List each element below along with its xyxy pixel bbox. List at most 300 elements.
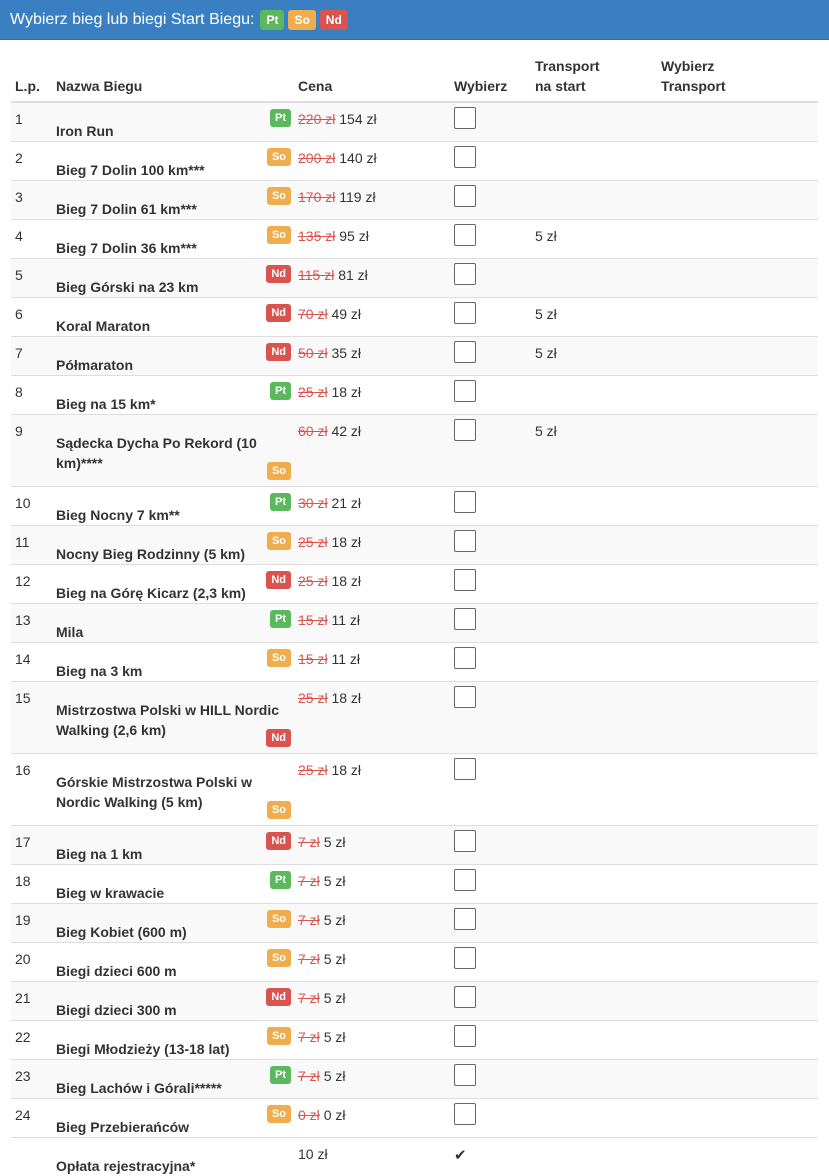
table-row bbox=[11, 643, 818, 682]
select-checkbox[interactable] bbox=[454, 758, 476, 780]
check-icon: ✔ bbox=[454, 1147, 467, 1164]
fee-name: Opłata rejestracyjna* bbox=[56, 1156, 294, 1176]
row-price bbox=[294, 415, 450, 487]
row-price bbox=[294, 904, 450, 943]
row-lp: 10 bbox=[11, 487, 52, 526]
row-select-transport bbox=[657, 487, 818, 526]
old-price: 115 zł bbox=[298, 267, 334, 283]
row-lp: 20 bbox=[11, 943, 52, 982]
row-price bbox=[294, 754, 450, 826]
row-transport bbox=[531, 526, 657, 565]
new-price: 5 zł bbox=[324, 951, 346, 967]
run-name: Biegi dzieci 300 m bbox=[56, 1000, 294, 1020]
run-name: Bieg w krawacie bbox=[56, 883, 294, 903]
row-select-transport bbox=[657, 415, 818, 487]
row-price bbox=[294, 526, 450, 565]
row-select-transport bbox=[657, 181, 818, 220]
select-checkbox[interactable] bbox=[454, 107, 476, 129]
new-price: 140 zł bbox=[339, 150, 376, 166]
new-price: 18 zł bbox=[331, 534, 361, 550]
panel-header bbox=[0, 0, 829, 40]
new-price: 18 zł bbox=[331, 762, 361, 778]
row-price bbox=[294, 565, 450, 604]
row-transport bbox=[531, 604, 657, 643]
col-transport: Transport na start bbox=[531, 40, 657, 102]
table-row bbox=[11, 181, 818, 220]
row-name-cell bbox=[52, 1060, 294, 1099]
row-select-transport bbox=[657, 526, 818, 565]
row-lp: 9 bbox=[11, 415, 52, 487]
select-checkbox[interactable] bbox=[454, 491, 476, 513]
table-row bbox=[11, 754, 818, 826]
col-select-transport: Wybierz Transport bbox=[657, 40, 818, 102]
row-lp: 4 bbox=[11, 220, 52, 259]
old-price: 25 zł bbox=[298, 573, 328, 589]
row-select bbox=[450, 259, 531, 298]
new-price: 18 zł bbox=[331, 384, 361, 400]
run-name: Bieg na Górę Kicarz (2,3 km) bbox=[56, 583, 294, 603]
row-select-transport bbox=[657, 142, 818, 181]
select-checkbox[interactable] bbox=[454, 686, 476, 708]
new-price: 119 zł bbox=[339, 189, 375, 205]
old-price: 25 zł bbox=[298, 690, 328, 706]
badge-pt: Pt bbox=[260, 10, 284, 30]
row-select bbox=[450, 1099, 531, 1138]
fee-name-cell bbox=[52, 1138, 294, 1176]
select-checkbox[interactable] bbox=[454, 830, 476, 852]
run-name: Bieg 7 Dolin 36 km*** bbox=[56, 238, 294, 258]
row-transport bbox=[531, 643, 657, 682]
row-transport: 5 zł bbox=[531, 220, 657, 259]
row-select bbox=[450, 682, 531, 754]
row-select-transport bbox=[657, 337, 818, 376]
row-transport bbox=[531, 487, 657, 526]
row-lp: 11 bbox=[11, 526, 52, 565]
old-price: 170 zł bbox=[298, 189, 335, 205]
row-select bbox=[450, 337, 531, 376]
row-lp: 13 bbox=[11, 604, 52, 643]
row-name-cell bbox=[52, 102, 294, 142]
row-price bbox=[294, 220, 450, 259]
run-name: Biegi dzieci 600 m bbox=[56, 961, 294, 981]
row-price bbox=[294, 298, 450, 337]
row-lp: 12 bbox=[11, 565, 52, 604]
row-lp: 8 bbox=[11, 376, 52, 415]
select-checkbox[interactable] bbox=[454, 263, 476, 285]
table-row bbox=[11, 1099, 818, 1138]
old-price: 30 zł bbox=[298, 495, 328, 511]
row-name-cell bbox=[52, 376, 294, 415]
row-transport bbox=[531, 1099, 657, 1138]
row-price bbox=[294, 943, 450, 982]
table-row bbox=[11, 604, 818, 643]
row-name-cell bbox=[52, 682, 294, 754]
day-badge: Nd bbox=[266, 832, 291, 850]
table-row bbox=[11, 865, 818, 904]
row-lp: 24 bbox=[11, 1099, 52, 1138]
new-price: 42 zł bbox=[331, 423, 361, 439]
row-transport: 5 zł bbox=[531, 337, 657, 376]
row-select bbox=[450, 526, 531, 565]
row-name-cell bbox=[52, 604, 294, 643]
table-row bbox=[11, 487, 818, 526]
row-select bbox=[450, 565, 531, 604]
day-badge: Nd bbox=[266, 729, 291, 747]
day-badge: Nd bbox=[266, 571, 291, 589]
row-price bbox=[294, 865, 450, 904]
row-select bbox=[450, 643, 531, 682]
row-select bbox=[450, 1060, 531, 1099]
select-checkbox[interactable] bbox=[454, 341, 476, 363]
old-price: 7 zł bbox=[298, 873, 320, 889]
select-checkbox[interactable] bbox=[454, 647, 476, 669]
row-lp: 5 bbox=[11, 259, 52, 298]
new-price: 5 zł bbox=[324, 873, 346, 889]
row-name-cell bbox=[52, 259, 294, 298]
old-price: 7 zł bbox=[298, 1029, 320, 1045]
old-price: 60 zł bbox=[298, 423, 328, 439]
new-price: 95 zł bbox=[339, 228, 369, 244]
row-lp: 7 bbox=[11, 337, 52, 376]
select-checkbox[interactable] bbox=[454, 146, 476, 168]
run-name: Bieg na 3 km bbox=[56, 661, 294, 681]
new-price: 5 zł bbox=[324, 1068, 346, 1084]
row-transport bbox=[531, 565, 657, 604]
row-transport bbox=[531, 142, 657, 181]
old-price: 7 zł bbox=[298, 834, 320, 850]
row-select bbox=[450, 826, 531, 865]
row-price bbox=[294, 1099, 450, 1138]
new-price: 18 zł bbox=[331, 690, 361, 706]
run-name: Nocny Bieg Rodzinny (5 km) bbox=[56, 544, 294, 564]
run-name: Półmaraton bbox=[56, 355, 294, 375]
row-transport bbox=[531, 754, 657, 826]
row-name-cell bbox=[52, 826, 294, 865]
table-row bbox=[11, 376, 818, 415]
fee-lp bbox=[11, 1138, 52, 1176]
row-price bbox=[294, 682, 450, 754]
row-lp: 21 bbox=[11, 982, 52, 1021]
new-price: 154 zł bbox=[339, 111, 376, 127]
row-transport bbox=[531, 982, 657, 1021]
row-transport bbox=[531, 904, 657, 943]
day-badge: Pt bbox=[270, 1066, 291, 1084]
table-row bbox=[11, 1060, 818, 1099]
col-lp: L.p. bbox=[11, 40, 52, 102]
row-name-cell bbox=[52, 982, 294, 1021]
old-price: 15 zł bbox=[298, 651, 328, 667]
row-name-cell bbox=[52, 298, 294, 337]
old-price: 200 zł bbox=[298, 150, 335, 166]
old-price: 15 zł bbox=[298, 612, 328, 628]
day-badge: So bbox=[267, 532, 291, 550]
day-badge: Nd bbox=[266, 343, 291, 361]
row-select bbox=[450, 982, 531, 1021]
runs-table bbox=[11, 40, 818, 1176]
col-select: Wybierz bbox=[450, 40, 531, 102]
day-badge: Nd bbox=[266, 304, 291, 322]
run-name: Iron Run bbox=[56, 121, 294, 141]
row-select-transport bbox=[657, 1099, 818, 1138]
run-name: Bieg 7 Dolin 61 km*** bbox=[56, 199, 294, 219]
new-price: 18 zł bbox=[331, 573, 361, 589]
new-price: 81 zł bbox=[338, 267, 368, 283]
row-transport bbox=[531, 181, 657, 220]
row-lp: 22 bbox=[11, 1021, 52, 1060]
run-name: Bieg Kobiet (600 m) bbox=[56, 922, 294, 942]
row-name-cell bbox=[52, 643, 294, 682]
day-badge: So bbox=[267, 187, 291, 205]
row-select bbox=[450, 142, 531, 181]
table-row bbox=[11, 102, 818, 142]
select-checkbox[interactable] bbox=[454, 380, 476, 402]
row-lp: 15 bbox=[11, 682, 52, 754]
fee-row bbox=[11, 1138, 818, 1176]
day-badge: So bbox=[267, 649, 291, 667]
row-name-cell bbox=[52, 754, 294, 826]
table-row bbox=[11, 337, 818, 376]
row-transport bbox=[531, 1060, 657, 1099]
row-name-cell bbox=[52, 865, 294, 904]
day-badge: So bbox=[267, 949, 291, 967]
table-row bbox=[11, 682, 818, 754]
row-select bbox=[450, 102, 531, 142]
new-price: 5 zł bbox=[324, 834, 346, 850]
row-name-cell bbox=[52, 487, 294, 526]
select-checkbox[interactable] bbox=[454, 569, 476, 591]
row-select-transport bbox=[657, 376, 818, 415]
row-select-transport bbox=[657, 682, 818, 754]
new-price: 5 zł bbox=[324, 1029, 346, 1045]
row-select-transport bbox=[657, 298, 818, 337]
row-transport bbox=[531, 943, 657, 982]
badge-nd: Nd bbox=[320, 10, 348, 30]
day-badge: Nd bbox=[266, 265, 291, 283]
row-select-transport bbox=[657, 643, 818, 682]
row-select-transport bbox=[657, 604, 818, 643]
row-name-cell bbox=[52, 1021, 294, 1060]
new-price: 0 zł bbox=[324, 1107, 346, 1123]
row-lp: 17 bbox=[11, 826, 52, 865]
col-price: Cena bbox=[294, 40, 450, 102]
row-price bbox=[294, 142, 450, 181]
old-price: 135 zł bbox=[298, 228, 335, 244]
run-name: Biegi Młodzieży (13-18 lat) bbox=[56, 1039, 294, 1059]
row-select bbox=[450, 181, 531, 220]
old-price: 50 zł bbox=[298, 345, 328, 361]
select-checkbox[interactable] bbox=[454, 419, 476, 441]
row-select bbox=[450, 1021, 531, 1060]
select-checkbox[interactable] bbox=[454, 986, 476, 1008]
fee-price: 10 zł bbox=[294, 1138, 450, 1176]
row-transport bbox=[531, 259, 657, 298]
old-price: 25 zł bbox=[298, 534, 328, 550]
row-select-transport bbox=[657, 1021, 818, 1060]
table-row bbox=[11, 943, 818, 982]
select-checkbox[interactable] bbox=[454, 947, 476, 969]
row-lp: 16 bbox=[11, 754, 52, 826]
day-badge: Pt bbox=[270, 382, 291, 400]
row-select-transport bbox=[657, 220, 818, 259]
row-select bbox=[450, 865, 531, 904]
run-name: Bieg Przebierańców bbox=[56, 1117, 294, 1137]
day-badge: So bbox=[267, 462, 291, 480]
row-price bbox=[294, 181, 450, 220]
row-lp: 18 bbox=[11, 865, 52, 904]
row-select-transport bbox=[657, 826, 818, 865]
row-price bbox=[294, 982, 450, 1021]
table-row bbox=[11, 1021, 818, 1060]
day-badge: So bbox=[267, 1105, 291, 1123]
row-select-transport bbox=[657, 565, 818, 604]
row-price bbox=[294, 1060, 450, 1099]
row-transport bbox=[531, 865, 657, 904]
run-name: Bieg Nocny 7 km** bbox=[56, 505, 294, 525]
row-select-transport bbox=[657, 754, 818, 826]
row-transport: 5 zł bbox=[531, 415, 657, 487]
row-select-transport bbox=[657, 1060, 818, 1099]
day-badge: Nd bbox=[266, 988, 291, 1006]
row-select bbox=[450, 376, 531, 415]
row-price bbox=[294, 604, 450, 643]
day-badge: Pt bbox=[270, 871, 291, 889]
row-select bbox=[450, 943, 531, 982]
run-name: Bieg na 1 km bbox=[56, 844, 294, 864]
row-select-transport bbox=[657, 904, 818, 943]
select-checkbox[interactable] bbox=[454, 908, 476, 930]
fee-select bbox=[450, 1138, 531, 1176]
select-checkbox[interactable] bbox=[454, 302, 476, 324]
row-name-cell bbox=[52, 220, 294, 259]
table-row bbox=[11, 415, 818, 487]
row-price bbox=[294, 826, 450, 865]
table-row bbox=[11, 526, 818, 565]
row-price bbox=[294, 487, 450, 526]
row-lp: 14 bbox=[11, 643, 52, 682]
day-badge: Pt bbox=[270, 109, 291, 127]
row-select-transport bbox=[657, 102, 818, 142]
run-name: Mistrzostwa Polski w HILL Nordic Walking (2,6 km) bbox=[56, 700, 294, 740]
day-badge: So bbox=[267, 1027, 291, 1045]
select-checkbox[interactable] bbox=[454, 185, 476, 207]
row-price bbox=[294, 102, 450, 142]
run-name: Bieg na 15 km* bbox=[56, 394, 294, 414]
row-transport bbox=[531, 376, 657, 415]
row-price bbox=[294, 259, 450, 298]
run-name: Sądecka Dycha Po Rekord (10 km)**** bbox=[56, 433, 294, 473]
row-name-cell bbox=[52, 904, 294, 943]
new-price: 21 zł bbox=[331, 495, 361, 511]
run-name: Koral Maraton bbox=[56, 316, 294, 336]
select-checkbox[interactable] bbox=[454, 608, 476, 630]
badge-so: So bbox=[288, 10, 315, 30]
row-lp: 6 bbox=[11, 298, 52, 337]
select-checkbox[interactable] bbox=[454, 1103, 476, 1125]
new-price: 11 zł bbox=[331, 651, 360, 667]
row-name-cell bbox=[52, 565, 294, 604]
day-badge: So bbox=[267, 801, 291, 819]
old-price: 7 zł bbox=[298, 912, 320, 928]
row-lp: 3 bbox=[11, 181, 52, 220]
table-row bbox=[11, 982, 818, 1021]
day-badge: Pt bbox=[270, 493, 291, 511]
row-select bbox=[450, 754, 531, 826]
day-badge: So bbox=[267, 148, 291, 166]
panel-title: Wybierz bieg lub biegi Start Biegu: bbox=[10, 11, 254, 29]
old-price: 70 zł bbox=[298, 306, 328, 322]
select-checkbox[interactable] bbox=[454, 530, 476, 552]
row-name-cell bbox=[52, 943, 294, 982]
row-transport bbox=[531, 102, 657, 142]
row-select-transport bbox=[657, 865, 818, 904]
run-name: Bieg Lachów i Górali***** bbox=[56, 1078, 294, 1098]
day-badge: So bbox=[267, 226, 291, 244]
run-name: Mila bbox=[56, 622, 294, 642]
row-transport bbox=[531, 1021, 657, 1060]
row-select bbox=[450, 415, 531, 487]
row-price bbox=[294, 337, 450, 376]
row-select-transport bbox=[657, 943, 818, 982]
row-name-cell bbox=[52, 415, 294, 487]
row-price bbox=[294, 376, 450, 415]
table-row bbox=[11, 220, 818, 259]
table-row bbox=[11, 298, 818, 337]
table-row bbox=[11, 826, 818, 865]
row-select bbox=[450, 220, 531, 259]
run-name: Bieg 7 Dolin 100 km*** bbox=[56, 160, 294, 180]
row-lp: 1 bbox=[11, 102, 52, 142]
select-checkbox[interactable] bbox=[454, 224, 476, 246]
new-price: 35 zł bbox=[331, 345, 361, 361]
old-price: 7 zł bbox=[298, 951, 320, 967]
table-header-row bbox=[11, 40, 818, 102]
run-name: Bieg Górski na 23 km bbox=[56, 277, 294, 297]
old-price: 0 zł bbox=[298, 1107, 320, 1123]
select-checkbox[interactable] bbox=[454, 1064, 476, 1086]
row-select bbox=[450, 604, 531, 643]
old-price: 7 zł bbox=[298, 1068, 320, 1084]
row-name-cell bbox=[52, 181, 294, 220]
select-checkbox[interactable] bbox=[454, 869, 476, 891]
table-row bbox=[11, 565, 818, 604]
row-select bbox=[450, 298, 531, 337]
row-price bbox=[294, 1021, 450, 1060]
new-price: 5 zł bbox=[324, 912, 346, 928]
row-lp: 19 bbox=[11, 904, 52, 943]
col-name: Nazwa Biegu bbox=[52, 40, 294, 102]
row-select bbox=[450, 904, 531, 943]
row-name-cell bbox=[52, 1099, 294, 1138]
new-price: 11 zł bbox=[331, 612, 360, 628]
table-row bbox=[11, 904, 818, 943]
table-row bbox=[11, 142, 818, 181]
row-lp: 2 bbox=[11, 142, 52, 181]
new-price: 49 zł bbox=[331, 306, 361, 322]
row-select bbox=[450, 487, 531, 526]
row-name-cell bbox=[52, 526, 294, 565]
new-price: 5 zł bbox=[324, 990, 346, 1006]
row-lp: 23 bbox=[11, 1060, 52, 1099]
day-badge: Pt bbox=[270, 610, 291, 628]
day-badge: So bbox=[267, 910, 291, 928]
old-price: 220 zł bbox=[298, 111, 335, 127]
row-transport bbox=[531, 682, 657, 754]
old-price: 25 zł bbox=[298, 384, 328, 400]
row-transport: 5 zł bbox=[531, 298, 657, 337]
old-price: 7 zł bbox=[298, 990, 320, 1006]
row-transport bbox=[531, 826, 657, 865]
select-checkbox[interactable] bbox=[454, 1025, 476, 1047]
